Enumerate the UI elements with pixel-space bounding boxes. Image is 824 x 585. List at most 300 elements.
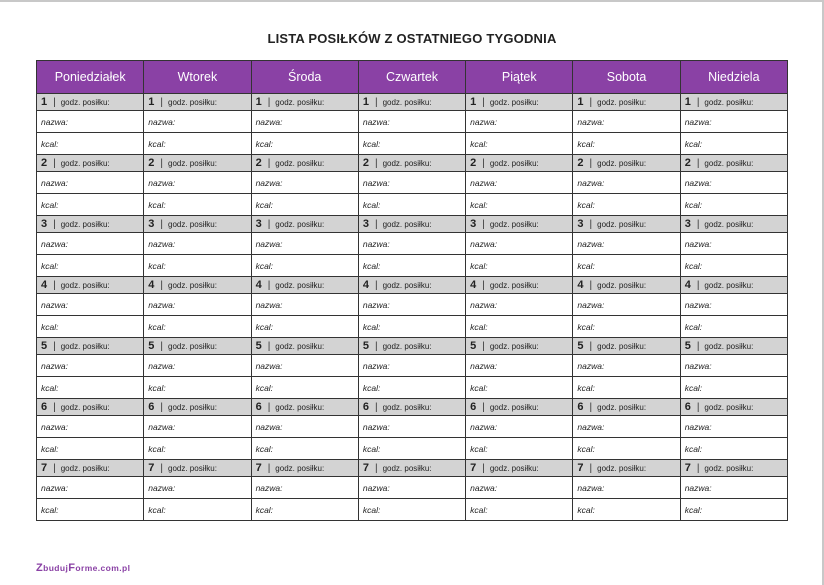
meal-name-label: nazwa: [684,238,712,249]
meal-kcal-label: kcal: [470,260,488,271]
meal-time-cell[interactable] [573,94,680,111]
meal-kcal-label: kcal: [148,443,166,454]
meal-name-cell[interactable] [680,477,787,499]
meal-kcal-label: kcal: [362,504,381,515]
meal-header-row [37,277,788,294]
brand-logo [36,562,130,574]
meal-number: 2 [362,157,369,169]
meal-kcal-label: kcal: [362,382,381,393]
meal-time-cell[interactable] [680,277,787,294]
meal-kcal-cell[interactable] [573,499,680,521]
meal-time-cell[interactable] [37,216,144,233]
meal-number: 2 [684,157,691,169]
meal-number: 4 [255,279,262,291]
meal-kcal-cell[interactable] [573,316,680,338]
meal-time-label: godz. posiłku: [382,219,432,229]
meal-name-cell[interactable] [358,172,465,194]
meal-name-label: nazwa: [470,482,498,493]
meal-time-cell[interactable] [573,399,680,416]
meal-kcal-label: kcal: [684,443,703,454]
meal-time-cell[interactable] [466,277,573,294]
meal-time-label: godz. posiłku: [275,158,325,168]
meal-kcal-cell[interactable] [144,499,251,521]
meal-name-label: nazwa: [41,482,68,493]
meal-number: 7 [255,462,262,474]
meal-name-cell[interactable] [573,477,680,499]
meal-name-label: nazwa: [255,360,283,371]
meal-name-cell[interactable] [680,416,787,438]
separator: | [589,157,593,169]
meal-name-cell[interactable] [37,355,144,377]
meal-kcal-cell[interactable] [144,377,251,399]
meal-number: 4 [577,279,584,291]
meal-name-cell[interactable] [680,355,787,377]
separator: | [589,218,593,230]
meal-kcal-cell[interactable] [37,438,144,460]
meal-kcal-cell[interactable] [144,438,251,460]
separator: | [267,462,271,474]
meal-time-label: godz. posiłku: [704,219,754,229]
meal-kcal-cell[interactable] [358,194,465,216]
separator: | [53,340,56,352]
separator: | [696,279,700,291]
meal-time-label: godz. posiłku: [489,97,539,107]
meal-time-cell[interactable] [466,399,573,416]
meal-kcal-cell[interactable] [358,499,465,521]
separator: | [589,401,593,413]
day-header: Sobota [573,61,680,94]
meal-name-label: nazwa: [41,177,68,188]
meal-time-cell[interactable] [573,338,680,355]
meal-time-cell[interactable] [466,216,573,233]
meal-name-label: nazwa: [148,177,176,188]
meal-kcal-cell[interactable] [358,133,465,155]
brand-logo-z: Z [36,562,44,574]
meal-name-cell[interactable] [144,294,251,316]
meal-name-cell[interactable] [573,233,680,255]
meal-number: 1 [470,96,477,108]
meal-name-cell[interactable] [358,294,465,316]
meal-time-cell[interactable] [680,155,787,172]
meal-number: 1 [684,96,691,108]
meal-name-row [37,233,788,255]
meal-kcal-cell[interactable] [680,377,787,399]
meal-time-cell[interactable] [37,460,144,477]
meal-kcal-cell[interactable] [358,316,465,338]
meal-kcal-cell[interactable] [37,499,144,521]
meal-number: 2 [255,157,262,169]
meal-time-label: godz. posiłku: [597,158,647,168]
meal-name-cell[interactable] [37,233,144,255]
meal-number: 1 [255,96,262,108]
meal-time-label: godz. posiłku: [275,463,325,473]
meal-kcal-cell[interactable] [680,133,787,155]
meal-name-cell[interactable] [573,355,680,377]
meal-name-row [37,416,788,438]
meal-name-cell[interactable] [466,477,573,499]
meal-name-cell[interactable] [466,172,573,194]
meal-kcal-label: kcal: [362,443,381,454]
meal-kcal-cell[interactable] [37,377,144,399]
meal-time-cell[interactable] [37,155,144,172]
meal-time-label: godz. posiłku: [60,97,110,107]
meal-number: 3 [41,218,48,230]
meal-time-cell[interactable] [466,94,573,111]
meal-header-row [37,338,788,355]
meal-kcal-label: kcal: [41,260,59,271]
separator: | [53,401,56,413]
separator: | [267,401,271,413]
meal-name-cell[interactable] [466,111,573,133]
meal-name-cell[interactable] [37,172,144,194]
day-header: Środa [251,61,358,94]
meal-number: 7 [470,462,477,474]
meal-time-label: godz. posiłku: [168,463,217,473]
meal-name-cell[interactable] [37,111,144,133]
meal-time-cell[interactable] [680,94,787,111]
meal-time-cell[interactable] [144,277,251,294]
separator: | [160,96,164,108]
meal-time-label: godz. posiłku: [382,463,432,473]
meal-name-cell[interactable] [251,111,358,133]
meal-name-label: nazwa: [148,238,176,249]
separator: | [589,462,593,474]
meal-number: 3 [148,218,155,230]
meal-time-cell[interactable] [251,399,358,416]
meal-time-cell[interactable] [144,460,251,477]
meal-kcal-cell[interactable] [37,255,144,277]
meal-time-cell[interactable] [466,460,573,477]
meal-kcal-cell[interactable] [466,194,573,216]
meal-name-label: nazwa: [148,116,176,127]
meal-kcal-cell[interactable] [251,255,358,277]
meal-kcal-cell[interactable] [466,377,573,399]
meal-number: 4 [148,279,155,291]
meal-kcal-cell[interactable] [358,438,465,460]
meal-name-cell[interactable] [466,355,573,377]
meal-name-cell[interactable] [358,477,465,499]
meal-kcal-cell[interactable] [466,438,573,460]
top-border [0,0,824,2]
meal-name-label: nazwa: [148,421,176,432]
meal-time-cell[interactable] [466,338,573,355]
meal-name-cell[interactable] [680,172,787,194]
meal-name-cell[interactable] [358,233,465,255]
meal-number: 5 [684,340,691,352]
separator: | [267,340,271,352]
meal-kcal-cell[interactable] [466,133,573,155]
meal-name-cell[interactable] [358,355,465,377]
meal-kcal-label: kcal: [148,382,166,393]
meal-name-label: nazwa: [362,299,390,310]
meal-header-row [37,399,788,416]
meal-name-cell[interactable] [466,233,573,255]
meal-time-label: godz. posiłku: [275,402,325,412]
meal-time-cell[interactable] [573,460,680,477]
meal-name-cell[interactable] [573,172,680,194]
meal-kcal-label: kcal: [255,382,274,393]
meal-name-label: nazwa: [255,482,283,493]
meal-number: 7 [577,462,584,474]
meal-number: 1 [148,96,155,108]
meal-kcal-cell[interactable] [251,194,358,216]
meal-kcal-cell[interactable] [144,316,251,338]
day-header: Wtorek [144,61,251,94]
meal-kcal-cell[interactable] [251,133,358,155]
meal-time-cell[interactable] [144,338,251,355]
separator: | [53,279,56,291]
separator: | [374,340,378,352]
meal-name-label: nazwa: [577,421,605,432]
meal-name-label: nazwa: [148,482,176,493]
meal-name-cell[interactable] [251,355,358,377]
meal-time-cell[interactable] [251,216,358,233]
meal-name-label: nazwa: [470,116,498,127]
meal-kcal-row [37,133,788,155]
meal-kcal-cell[interactable] [37,133,144,155]
meal-kcal-cell[interactable] [251,499,358,521]
meal-header-row [37,155,788,172]
meal-time-cell[interactable] [573,155,680,172]
meal-name-cell[interactable] [573,294,680,316]
meal-time-cell[interactable] [251,338,358,355]
meal-number: 3 [362,218,369,230]
meal-kcal-label: kcal: [255,321,274,332]
meal-name-cell[interactable] [144,111,251,133]
meal-kcal-label: kcal: [41,382,59,393]
meal-kcal-cell[interactable] [466,255,573,277]
meal-name-cell[interactable] [144,416,251,438]
meal-name-row [37,111,788,133]
day-header: Niedziela [680,61,787,94]
meal-name-cell[interactable] [358,416,465,438]
meal-name-label: nazwa: [684,299,712,310]
meal-table-body [37,94,788,521]
meal-number: 3 [470,218,477,230]
meal-kcal-cell[interactable] [144,194,251,216]
meal-kcal-cell[interactable] [251,316,358,338]
meal-name-cell[interactable] [144,355,251,377]
meal-time-cell[interactable] [680,216,787,233]
meal-time-label: godz. posiłku: [168,341,217,351]
meal-time-cell[interactable] [251,460,358,477]
meal-kcal-cell[interactable] [573,377,680,399]
meal-name-cell[interactable] [37,416,144,438]
meal-name-cell[interactable] [358,111,465,133]
meal-time-label: godz. posiłku: [382,158,432,168]
meal-kcal-cell[interactable] [573,194,680,216]
meal-name-label: nazwa: [470,421,498,432]
meal-time-cell[interactable] [466,155,573,172]
meal-name-cell[interactable] [251,233,358,255]
meal-kcal-label: kcal: [470,443,488,454]
meal-time-cell[interactable] [251,155,358,172]
meal-kcal-cell[interactable] [466,316,573,338]
meal-time-label: godz. posiłku: [275,341,325,351]
meal-time-cell[interactable] [358,277,465,294]
separator: | [482,462,485,474]
meal-number: 6 [41,401,48,413]
meal-time-cell[interactable] [144,94,251,111]
meal-kcal-cell[interactable] [144,133,251,155]
meal-name-cell[interactable] [144,233,251,255]
separator: | [267,157,271,169]
meal-number: 5 [255,340,262,352]
meal-time-cell[interactable] [37,94,144,111]
meal-kcal-cell[interactable] [358,377,465,399]
meal-name-cell[interactable] [251,416,358,438]
meal-time-cell[interactable] [358,460,465,477]
separator: | [267,218,271,230]
meal-name-label: nazwa: [255,116,283,127]
meal-time-cell[interactable] [144,155,251,172]
separator: | [482,340,485,352]
meal-kcal-label: kcal: [577,504,595,515]
separator: | [482,218,485,230]
meal-number: 7 [148,462,155,474]
meal-kcal-cell[interactable] [466,499,573,521]
meal-kcal-cell[interactable] [251,438,358,460]
meal-kcal-row [37,194,788,216]
meal-time-cell[interactable] [37,338,144,355]
meal-name-label: nazwa: [148,360,176,371]
meal-kcal-label: kcal: [362,199,381,210]
meal-name-cell[interactable] [466,416,573,438]
meal-name-label: nazwa: [41,238,68,249]
meal-time-label: godz. posiłku: [704,97,754,107]
meal-kcal-cell[interactable] [573,255,680,277]
meal-kcal-cell[interactable] [680,194,787,216]
meal-time-label: godz. posiłku: [275,280,325,290]
day-header: Piątek [466,61,573,94]
meal-time-cell[interactable] [358,399,465,416]
meal-kcal-cell[interactable] [680,438,787,460]
meal-kcal-cell[interactable] [37,194,144,216]
meal-kcal-label: kcal: [577,138,595,149]
meal-number: 6 [255,401,262,413]
meal-kcal-cell[interactable] [573,133,680,155]
meal-name-label: nazwa: [577,238,605,249]
meal-name-cell[interactable] [680,233,787,255]
meal-time-cell[interactable] [358,155,465,172]
meal-kcal-label: kcal: [255,504,274,515]
meal-kcal-label: kcal: [41,321,59,332]
separator: | [160,157,164,169]
separator: | [589,96,593,108]
meal-name-cell[interactable] [251,172,358,194]
meal-kcal-label: kcal: [41,443,59,454]
meal-kcal-row [37,377,788,399]
meal-time-cell[interactable] [251,94,358,111]
separator: | [482,279,485,291]
meal-time-cell[interactable] [37,277,144,294]
meal-number: 2 [470,157,477,169]
meal-name-cell[interactable] [37,477,144,499]
meal-kcal-cell[interactable] [680,316,787,338]
meal-time-cell[interactable] [358,94,465,111]
meal-name-cell[interactable] [144,172,251,194]
meal-name-cell[interactable] [680,111,787,133]
meal-time-cell[interactable] [573,277,680,294]
meal-name-label: nazwa: [362,238,390,249]
separator: | [267,279,271,291]
meal-time-cell[interactable] [37,399,144,416]
separator: | [160,462,164,474]
separator: | [374,462,378,474]
meal-name-cell[interactable] [466,294,573,316]
meal-kcal-cell[interactable] [251,377,358,399]
meal-name-cell[interactable] [573,111,680,133]
meal-name-cell[interactable] [37,294,144,316]
meal-name-row [37,294,788,316]
meal-kcal-row [37,499,788,521]
meal-name-label: nazwa: [362,360,390,371]
meal-name-label: nazwa: [470,360,498,371]
meal-number: 5 [148,340,155,352]
meal-time-cell[interactable] [680,460,787,477]
day-header: Czwartek [358,61,465,94]
meal-name-label: nazwa: [577,299,605,310]
meal-kcal-cell[interactable] [680,255,787,277]
meal-number: 2 [41,157,48,169]
meal-header-row [37,94,788,111]
meal-time-cell[interactable] [680,338,787,355]
meal-time-cell[interactable] [573,216,680,233]
separator: | [482,401,485,413]
meal-time-label: godz. posiłku: [489,463,539,473]
meal-time-cell[interactable] [358,216,465,233]
meal-kcal-cell[interactable] [573,438,680,460]
page-title: LISTA POSIŁKÓW Z OSTATNIEGO TYGODNIA [267,31,557,46]
meal-kcal-cell[interactable] [680,499,787,521]
meal-number: 4 [41,279,48,291]
meal-name-label: nazwa: [470,299,498,310]
meal-name-cell[interactable] [251,294,358,316]
meal-kcal-label: kcal: [148,504,166,515]
meal-time-cell[interactable] [680,399,787,416]
meal-kcal-label: kcal: [255,138,274,149]
meal-kcal-label: kcal: [684,504,703,515]
separator: | [374,401,378,413]
meal-kcal-label: kcal: [684,138,703,149]
meal-time-cell[interactable] [358,338,465,355]
separator: | [696,340,700,352]
meal-time-cell[interactable] [144,216,251,233]
meal-name-label: nazwa: [577,177,605,188]
meal-time-label: godz. posiłku: [597,97,647,107]
meal-time-label: godz. posiłku: [168,402,217,412]
separator: | [160,218,164,230]
meal-kcal-label: kcal: [577,382,595,393]
meal-time-cell[interactable] [251,277,358,294]
meal-time-cell[interactable] [144,399,251,416]
meal-kcal-cell[interactable] [144,255,251,277]
meal-kcal-label: kcal: [41,138,59,149]
separator: | [589,279,593,291]
meal-number: 1 [362,96,369,108]
meal-time-label: godz. posiłku: [597,463,647,473]
meal-name-cell[interactable] [680,294,787,316]
separator: | [53,157,56,169]
meal-time-label: godz. posiłku: [489,402,539,412]
meal-kcal-cell[interactable] [358,255,465,277]
meal-name-label: nazwa: [684,421,712,432]
meal-name-cell[interactable] [251,477,358,499]
meal-name-cell[interactable] [144,477,251,499]
meal-kcal-cell[interactable] [37,316,144,338]
separator: | [160,401,164,413]
meal-name-cell[interactable] [573,416,680,438]
